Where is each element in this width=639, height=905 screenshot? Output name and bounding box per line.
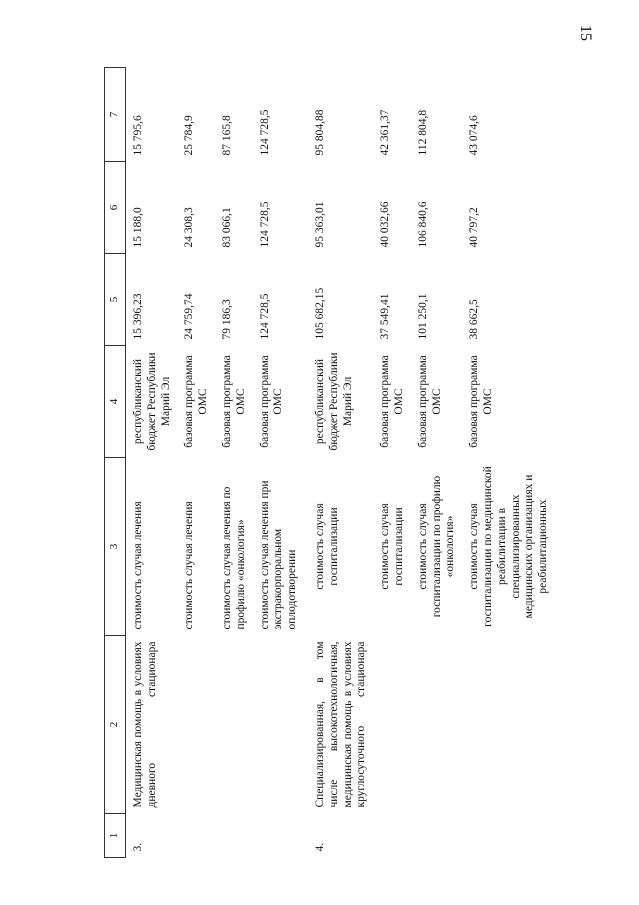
- funding-source: республиканский бюджет Республики Марий Эл: [132, 352, 172, 451]
- care-type: Специализированная, в том числе высокотехнологичная, медицинская помощь в условиях круглосуточного стационара: [313, 641, 368, 808]
- care-type: [215, 636, 253, 814]
- value-year-2: 124 728,5: [258, 201, 271, 248]
- cost-type: стоимость случая госпитализации по медицинской реабилитации в специализированных медицинских организациях и реабилитационных: [468, 466, 550, 627]
- care-type: [373, 636, 411, 814]
- funding-source: базовая программа ОМС: [220, 355, 247, 448]
- value-year-3: 112 804,8: [416, 109, 429, 156]
- value-year-3: 43 074,6: [468, 115, 481, 156]
- care-type: [253, 636, 304, 814]
- rotated-table-container: [104, 68, 624, 858]
- value-year-1: 79 186,3: [220, 299, 233, 340]
- value-year-2: 95 363,01: [313, 201, 326, 248]
- value-year-1: 15 396,23: [132, 293, 144, 340]
- row-number: [411, 814, 462, 858]
- value-year-3: 25 784,9: [183, 115, 196, 156]
- value-year-1: 124 728,5: [258, 293, 271, 340]
- cost-type: стоимость случая госпитализации: [313, 503, 340, 590]
- table-row: [462, 68, 555, 858]
- funding-source: базовая программа ОМС: [379, 355, 405, 448]
- table-row: [304, 68, 373, 858]
- header-col-1: 1: [105, 814, 126, 858]
- row-number: 3.: [132, 842, 144, 852]
- value-year-2: 24 308,3: [183, 207, 196, 248]
- table-row: [126, 68, 178, 858]
- header-col-6: 6: [105, 162, 126, 254]
- value-year-1: 105 682,15: [313, 287, 326, 340]
- tariff-table: [104, 67, 555, 858]
- table-row: [373, 68, 411, 858]
- value-year-2: 40 797,2: [468, 207, 481, 248]
- care-type: Медицинская помощь в условиях дневного стационара: [132, 641, 158, 808]
- funding-source: базовая программа ОМС: [258, 355, 285, 448]
- funding-source: базовая программа ОМС: [468, 355, 494, 448]
- value-year-3: 42 361,37: [379, 109, 392, 156]
- funding-source: базовая программа ОМС: [416, 355, 443, 448]
- care-type: [462, 636, 555, 814]
- care-type: [411, 636, 462, 814]
- header-col-7: 7: [105, 68, 126, 162]
- cost-type: стоимость случая лечения при экстракорпоральном оплодотворении: [258, 480, 299, 630]
- care-type: [177, 636, 215, 814]
- header-col-5: 5: [105, 254, 126, 346]
- value-year-3: 124 728,5: [258, 109, 271, 156]
- value-year-2: 40 032,66: [379, 201, 392, 248]
- table-row: [177, 68, 215, 858]
- row-number: [215, 814, 253, 858]
- cost-type: стоимость случая госпитализации по профилю «онкология»: [416, 475, 457, 618]
- value-year-2: 83 066,1: [220, 207, 233, 248]
- value-year-1: 37 549,41: [379, 293, 392, 340]
- table-row: [215, 68, 253, 858]
- value-year-3: 87 165,8: [220, 115, 233, 156]
- row-number: 4.: [313, 842, 326, 852]
- value-year-2: 106 840,6: [416, 201, 429, 248]
- row-number: [177, 814, 215, 858]
- table-header-row: [105, 68, 126, 858]
- row-number: [462, 814, 555, 858]
- cost-type: стоимость случая лечения по профилю «онкология»: [220, 486, 247, 630]
- header-col-4: 4: [105, 346, 126, 458]
- value-year-1: 24 759,74: [183, 293, 196, 340]
- row-number: [253, 814, 304, 858]
- value-year-2: 15 188,0: [132, 207, 144, 248]
- cost-type: стоимость случая лечения: [183, 501, 196, 630]
- row-number: [373, 814, 411, 858]
- cost-type: стоимость случая госпитализации: [379, 503, 405, 590]
- page-number: 15: [577, 25, 594, 41]
- table-row: [253, 68, 304, 858]
- funding-source: базовая программа ОМС: [183, 355, 210, 448]
- table-row: [411, 68, 462, 858]
- value-year-3: 15 795,6: [132, 115, 144, 156]
- value-year-1: 38 662,5: [468, 299, 481, 340]
- header-col-3: 3: [105, 458, 126, 636]
- value-year-1: 101 250,1: [416, 293, 429, 340]
- header-col-2: 2: [105, 636, 126, 814]
- cost-type: стоимость случая лечения: [132, 501, 144, 630]
- funding-source: республиканский бюджет Республики Марий Эл: [313, 352, 354, 451]
- value-year-3: 95 804,88: [313, 109, 326, 156]
